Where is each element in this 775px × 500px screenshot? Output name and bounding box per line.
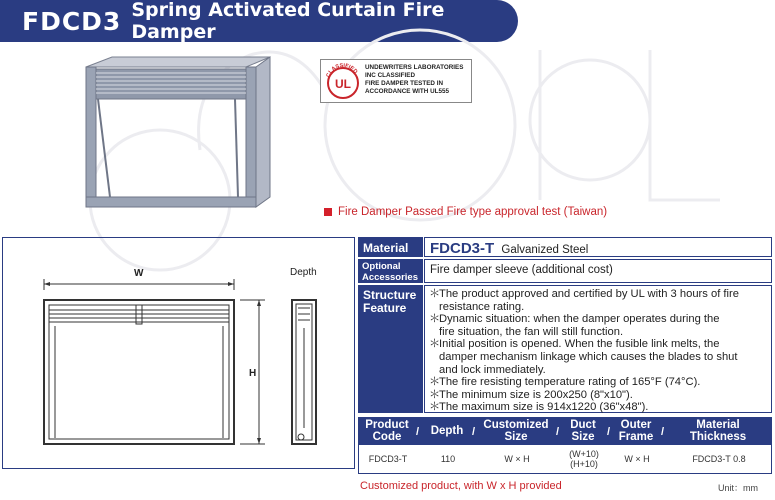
feature-item: ＊ Initial position is opened. When the fusible link melts, the damper mechanism linkage which causes the blades to shut and lock immediately.: [429, 338, 738, 376]
col-duct-size: [562, 417, 604, 445]
product-title: Spring Activated Curtain Fire Damper: [131, 0, 445, 43]
optional-row: [358, 259, 772, 283]
col-product-code: [358, 417, 416, 445]
ul-mark-text: UL: [335, 77, 351, 91]
height-label: H: [249, 368, 257, 379]
structure-label-line: Feature: [363, 301, 407, 315]
feature-item: ＊ Dynamic situation: when the damper operates during the fire situation, the fan will still function.: [429, 313, 720, 338]
cell-outer-frame: W × H: [624, 454, 650, 464]
col-header-line: Size: [504, 431, 528, 443]
feature-line: The maximum size is 914x1220 (36"x48").: [439, 401, 649, 414]
technical-drawing: [2, 237, 355, 469]
unit-label: Unit：mm: [718, 483, 758, 493]
ul-logo-icon: [323, 61, 363, 101]
header-divider: /: [472, 426, 476, 438]
cell-product-code: FDCD3-T: [368, 454, 408, 464]
feature-line: The product approved and certified by UL with 3 hours of fire: [439, 288, 739, 300]
product-table-row: [358, 445, 772, 474]
col-header-line: Code: [372, 431, 402, 443]
feature-line: resistance rating.: [439, 300, 525, 313]
col-header-line: Product: [365, 419, 409, 431]
product-photo: [70, 55, 280, 215]
ul-line: UNDEWRITERS LABORATORIES: [365, 64, 464, 71]
material-value-cell: [424, 237, 772, 257]
col-outer-frame: [613, 417, 659, 445]
feature-line: The fire resisting temperature rating of 165°F (74°C).: [439, 376, 701, 389]
feature-line: Dynamic situation: when the damper operates during the: [439, 313, 720, 326]
col-header-line: Outer: [620, 419, 652, 431]
col-header-line: Depth: [430, 425, 464, 437]
structure-feature-list: [424, 285, 772, 413]
ul-classification-badge: [320, 59, 472, 103]
structure-row: [358, 285, 772, 413]
structure-label: [358, 285, 423, 413]
col-header-line: Thickness: [689, 431, 747, 443]
feature-item: ＊ The fire resisting temperature rating of 165°F (74°C).: [429, 376, 701, 389]
col-header-line: Duct: [570, 419, 596, 431]
feature-item: ＊ The maximum size is 914x1220 (36"x48").: [429, 401, 649, 414]
header-divider: /: [607, 426, 611, 438]
feature-item: ＊ The minimum size is 200x250 (8"x10").: [429, 388, 633, 401]
feature-line: The minimum size is 200x250 (8"x10").: [439, 388, 633, 401]
ul-line: FIRE DAMPER TESTED IN: [365, 80, 444, 87]
feature-line: fire situation, the fan will still function.: [439, 325, 624, 338]
ul-line: INC CLASSIFIED: [365, 72, 416, 79]
material-label: Material: [358, 237, 423, 257]
ul-badge-text: [365, 64, 469, 96]
col-header-line: Frame: [618, 431, 654, 443]
optional-value: Fire damper sleeve (additional cost): [424, 259, 772, 283]
feature-line: damper mechanism linkage which causes the blades to shut: [439, 350, 738, 363]
cell-depth: 110: [440, 454, 456, 464]
optional-label: [358, 259, 423, 283]
header-divider: /: [556, 426, 560, 438]
col-header-line: Material: [696, 419, 740, 431]
approval-note-text: Fire Damper Passed Fire type approval test (Taiwan): [338, 206, 608, 218]
optional-label-line: Accessories: [362, 272, 418, 283]
col-depth: [422, 417, 472, 445]
product-table-header: [358, 417, 772, 445]
material-row: [358, 237, 772, 257]
ul-line: ACCORDANCE WITH UL555: [365, 88, 449, 95]
col-header-line: Customized: [483, 419, 549, 431]
material-value: Galvanized Steel: [501, 244, 589, 256]
feature-item: ＊ The product approved and certified by UL with 3 hours of fire resistance rating.: [429, 288, 739, 313]
structure-label-line: Structure: [363, 288, 417, 302]
depth-label: Depth: [290, 267, 317, 278]
ul-arc-text: CLASSIFIED: [325, 62, 359, 79]
col-customized-size: [478, 417, 554, 445]
col-material-thickness: [666, 417, 770, 445]
col-header-line: Size: [571, 431, 595, 443]
header-divider: /: [661, 426, 665, 438]
approval-note: [324, 206, 607, 218]
cell-duct-size: (W+10) (H+10): [569, 449, 599, 469]
product-code-title: FDCD3: [22, 6, 122, 36]
cell-customized-size: W × H: [504, 454, 530, 464]
customized-footnote: Customized product, with W x H provided: [360, 480, 562, 492]
feature-line: Initial position is opened. When the fusible link melts, the: [439, 338, 720, 351]
cell-material-thickness: FDCD3-T 0.8: [692, 454, 746, 464]
width-label: W: [134, 268, 144, 279]
header-divider: /: [416, 426, 420, 438]
optional-label-line: Optional: [362, 261, 401, 272]
material-model: FDCD3-T: [430, 240, 495, 257]
red-square-bullet-icon: [324, 208, 332, 216]
feature-line: and lock immediately.: [439, 363, 546, 376]
